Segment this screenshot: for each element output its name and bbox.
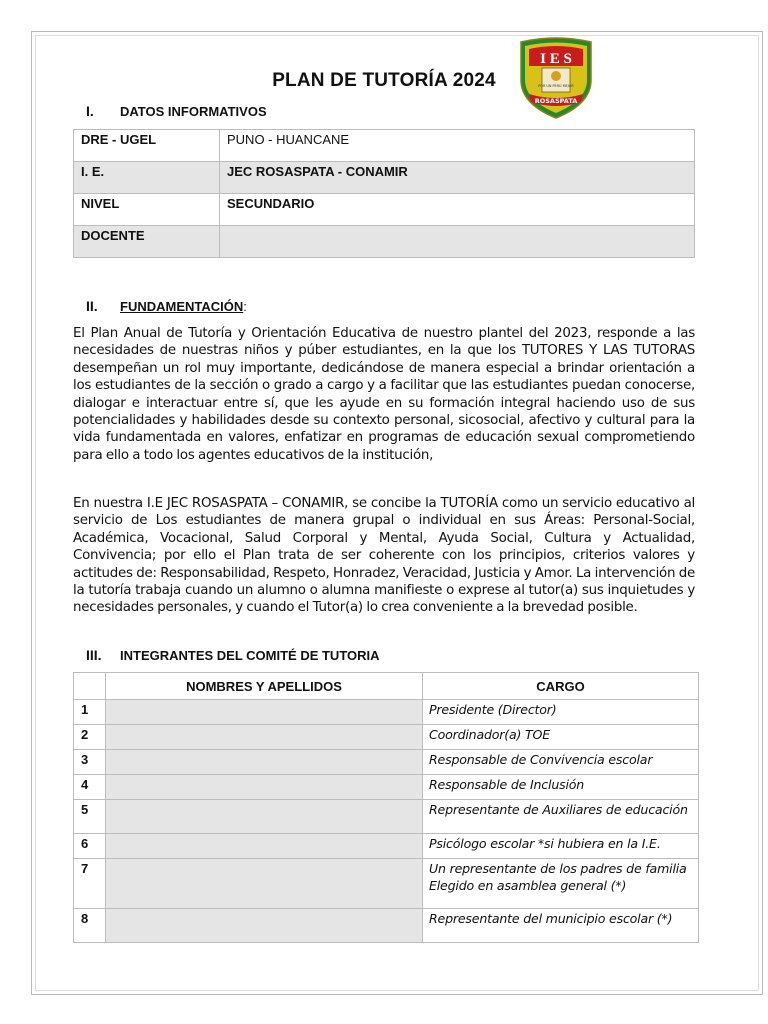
- nivel-label: NIVEL: [74, 194, 220, 226]
- comite-table: [73, 672, 699, 943]
- table-row: [74, 725, 699, 750]
- ie-value: JEC ROSASPATA - CONAMIR: [220, 162, 695, 194]
- section-2-heading: [86, 298, 247, 314]
- row-number: 2: [74, 725, 106, 750]
- row-cargo: Responsable de Inclusión: [423, 775, 699, 800]
- row-cargo: Responsable de Convivencia escolar: [423, 750, 699, 775]
- section-1-number: I.: [86, 103, 94, 119]
- row-cargo: Presidente (Director): [423, 700, 699, 725]
- table-row: [74, 800, 699, 834]
- table-row: [74, 194, 695, 226]
- column-header-number: [74, 673, 106, 700]
- row-cargo: Representante de Auxiliares de educación: [423, 800, 699, 834]
- fundamentacion-paragraph-2: En nuestra I.E JEC ROSASPATA – CONAMIR, se concibe la TUTORÍA como un servicio educativo al servicio de Los estudiantes de manera grupal o individual en sus Áreas: Personal-Social, Académica, Vocacional, Salud Corporal y Mental, Ayuda Social, Cultura y Actualidad, Convivencia; por ello el Plan trata de ser coherente con los principios, criterios valores y actitudes de: Responsabilidad, Respeto, Honradez, Veracidad, Justicia y Amor. La intervención de la tutoría trabaja cuando un alumno o alumna manifieste o exprese al tutor(a) sus inquietudes y necesidades personales, y cuando el Tutor(a) lo crea conveniente a la brevedad posible.: [73, 496, 695, 616]
- row-name: [106, 700, 423, 725]
- table-row: [74, 775, 699, 800]
- row-number: 3: [74, 750, 106, 775]
- section-2-colon: :: [243, 299, 247, 314]
- ie-label: I. E.: [74, 162, 220, 194]
- row-cargo: Coordinador(a) TOE: [423, 725, 699, 750]
- docente-value: [220, 226, 695, 258]
- svg-text:POR UN PERÚ MEJOR: POR UN PERÚ MEJOR: [538, 84, 574, 88]
- row-number: 1: [74, 700, 106, 725]
- section-3-number: III.: [86, 647, 102, 663]
- row-name: [106, 834, 423, 859]
- school-crest-logo: [517, 36, 595, 120]
- row-name: [106, 725, 423, 750]
- row-name: [106, 775, 423, 800]
- row-name: [106, 800, 423, 834]
- row-cargo: Un representante de los padres de familia Elegido en asamblea general (*): [423, 859, 699, 909]
- table-row: [74, 700, 699, 725]
- section-1-title: DATOS INFORMATIVOS: [120, 104, 267, 119]
- table-header-row: [74, 673, 699, 700]
- column-header-nombres: NOMBRES Y APELLIDOS: [106, 673, 423, 700]
- table-row: [74, 226, 695, 258]
- datos-informativos-table: [73, 129, 695, 258]
- row-number: 8: [74, 909, 106, 943]
- svg-text:ROSASPATA: ROSASPATA: [534, 97, 578, 105]
- table-row: [74, 909, 699, 943]
- row-number: 5: [74, 800, 106, 834]
- row-name: [106, 750, 423, 775]
- row-cargo: Representante del municipio escolar (*): [423, 909, 699, 943]
- svg-text:I E S: I E S: [540, 51, 572, 67]
- table-row: [74, 130, 695, 162]
- column-header-cargo: CARGO: [423, 673, 699, 700]
- table-row: [74, 162, 695, 194]
- fundamentacion-paragraph-1: El Plan Anual de Tutoría y Orientación Educativa de nuestro plantel del 2023, responde a las necesidades de nuestras niños y púber estudiantes, en la que los TUTORES Y LAS TUTORAS desempeñan un rol muy importante, dedicándose de manera especial a brindar orientación a los estudiantes de la sección o grado a cargo y a facilitar que las estudiantes puedan conocerse, dialogar e interactuar entre sí, que les ayude en su formación integral haciendo uso de sus potencialidades y habilidades desde su contexto personal, sicosocial, afectivo y cultural para la vida fundamentada en valores, enfatizar en programas de educación sexual comprometiendo para ello a todo los agentes educativos de la institución,: [73, 326, 695, 463]
- row-number: 6: [74, 834, 106, 859]
- section-2-title: FUNDAMENTACIÓN: [120, 299, 244, 314]
- table-row: [74, 834, 699, 859]
- docente-label: DOCENTE: [74, 226, 220, 258]
- section-2-number: II.: [86, 298, 98, 314]
- document-title: PLAN DE TUTORÍA 2024: [272, 70, 496, 91]
- nivel-value: SECUNDARIO: [220, 194, 695, 226]
- dre-ugel-label: DRE - UGEL: [74, 130, 220, 162]
- section-3-title: INTEGRANTES DEL COMITÉ DE TUTORIA: [120, 648, 380, 663]
- table-row: [74, 859, 699, 909]
- section-1-heading: [86, 103, 267, 119]
- row-number: 4: [74, 775, 106, 800]
- section-3-heading: [86, 647, 380, 663]
- row-cargo: Psicólogo escolar *si hubiera en la I.E.: [423, 834, 699, 859]
- table-row: [74, 750, 699, 775]
- row-name: [106, 859, 423, 909]
- row-number: 7: [74, 859, 106, 909]
- dre-ugel-value: PUNO - HUANCANE: [220, 130, 695, 162]
- row-name: [106, 909, 423, 943]
